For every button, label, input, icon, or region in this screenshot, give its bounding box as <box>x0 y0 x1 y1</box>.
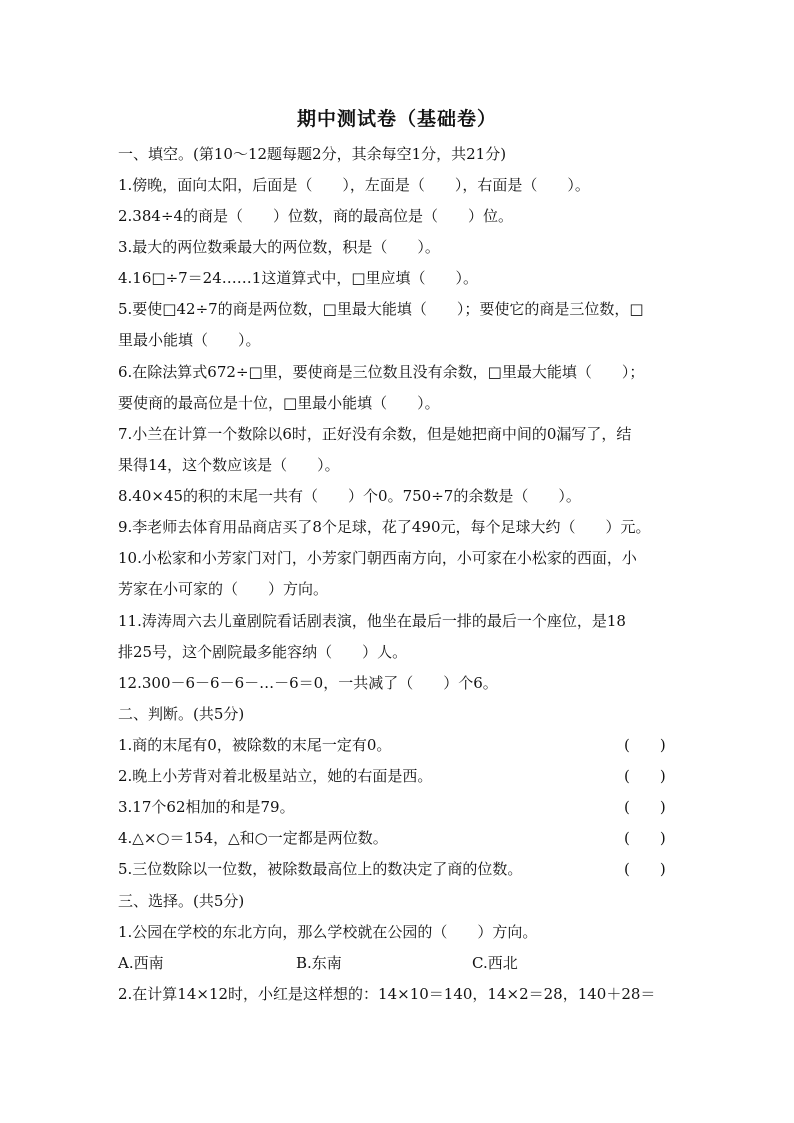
answer-blank: ( ) <box>624 736 666 754</box>
answer-blank: ( ) <box>624 860 666 878</box>
question-line: 6.在除法算式672÷□里，要使商是三位数且没有余数，□里最大能填（ ）； <box>118 363 645 381</box>
choice-question: 1.公园在学校的东北方向，那么学校就在公园的（ ）方向。 <box>118 923 538 941</box>
question-line: 排25号，这个剧院最多能容纳（ ）人。 <box>118 643 408 661</box>
judge-text: 3.17个62相加的和是79。 <box>118 798 295 816</box>
judge-item <box>118 859 678 879</box>
question-line: 11.涛涛周六去儿童剧院看话剧表演，他坐在最后一排的最后一个座位，是18 <box>118 612 626 630</box>
question-line: 果得14，这个数应该是（ ）。 <box>118 456 340 474</box>
judge-text: 5.三位数除以一位数，被除数最高位上的数决定了商的位数。 <box>118 860 523 878</box>
judge-item <box>118 797 678 817</box>
question-line: 12.300－6－6－6－…－6＝0，一共减了（ ）个6。 <box>118 674 498 692</box>
question-line: 8.40×45的积的末尾一共有（ ）个0。750÷7的余数是（ ）。 <box>118 487 581 505</box>
question-line: 要使商的最高位是十位，□里最小能填（ ）。 <box>118 394 440 412</box>
judge-text: 1.商的末尾有0，被除数的末尾一定有0。 <box>118 736 392 754</box>
answer-blank: ( ) <box>624 829 666 847</box>
question-line: 里最小能填（ ）。 <box>118 331 261 349</box>
judge-text: 2.晚上小芳背对着北极星站立，她的右面是西。 <box>118 767 433 785</box>
judge-item <box>118 828 678 848</box>
choice-option-b: B.东南 <box>296 954 342 972</box>
page-title: 期中测试卷（基础卷） <box>296 108 497 130</box>
section-fill-header: 一、填空。(第10～12题每题2分，其余每空1分，共21分) <box>118 145 507 163</box>
judge-item <box>118 766 678 786</box>
question-line: 2.384÷4的商是（ ）位数，商的最高位是（ ）位。 <box>118 207 514 225</box>
section-choice-header: 三、选择。(共5分) <box>118 892 245 910</box>
question-line: 10.小松家和小芳家门对门，小芳家门朝西南方向，小可家在小松家的西面，小 <box>118 549 637 567</box>
question-line: 9.李老师去体育用品商店买了8个足球，花了490元，每个足球大约（ ）元。 <box>118 518 651 536</box>
question-line: 7.小兰在计算一个数除以6时，正好没有余数，但是她把商中间的0漏写了，结 <box>118 425 632 443</box>
question-line: 1.傍晚，面向太阳，后面是（ ），左面是（ ），右面是（ ）。 <box>118 176 590 194</box>
question-line: 5.要使□42÷7的商是两位数，□里最大能填（ ）；要使它的商是三位数，□ <box>118 300 644 318</box>
question-line: 芳家在小可家的（ ）方向。 <box>118 580 329 598</box>
question-line: 4.16□÷7＝24……1这道算式中，□里应填（ ）。 <box>118 269 478 287</box>
choice-option-a: A.西南 <box>118 954 164 972</box>
choice-question: 2.在计算14×12时，小红是这样想的：14×10＝140，14×2＝28，140＋28＝ <box>118 985 656 1003</box>
judge-text: 4.△×○＝154，△和○一定都是两位数。 <box>118 829 388 847</box>
answer-blank: ( ) <box>624 767 666 785</box>
choice-option-c: C.西北 <box>472 954 518 972</box>
answer-blank: ( ) <box>624 798 666 816</box>
judge-item <box>118 735 678 755</box>
question-line: 3.最大的两位数乘最大的两位数，积是（ ）。 <box>118 238 440 256</box>
section-judge-header: 二、判断。(共5分) <box>118 705 245 723</box>
